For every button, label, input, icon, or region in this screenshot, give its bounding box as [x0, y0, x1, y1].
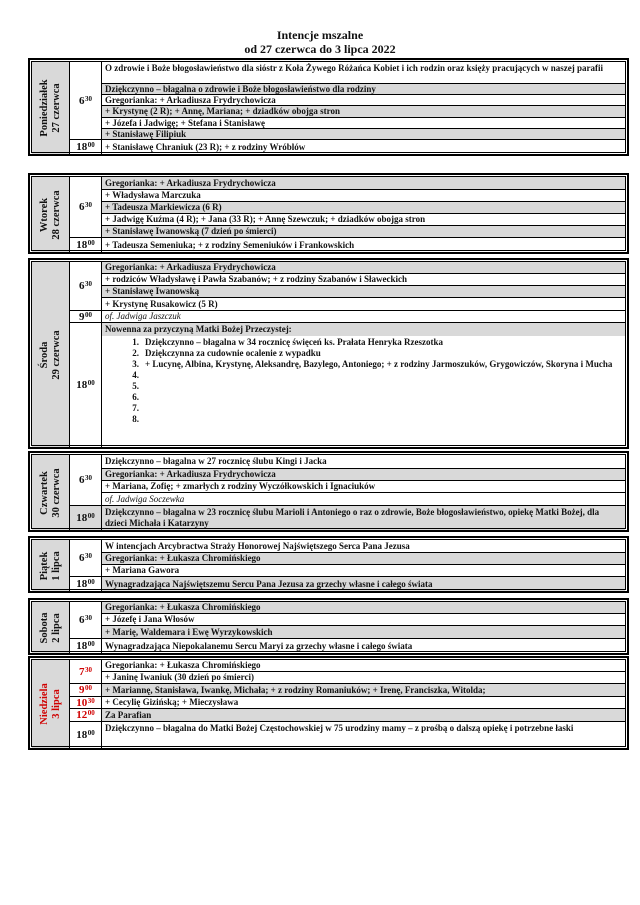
day-label: [32, 540, 70, 591]
mass-hour: 6: [79, 280, 85, 292]
list-number: 2.: [132, 348, 139, 358]
list-number: 6.: [132, 392, 139, 402]
day-date: 30 czerwca: [50, 467, 62, 518]
mass-hour: 18: [76, 141, 88, 153]
intention-column: [102, 311, 625, 323]
list-text: [145, 414, 622, 425]
intention-column: [102, 238, 625, 252]
mass-minutes: 00: [87, 709, 95, 717]
mass-time: [70, 323, 102, 447]
intention-row: Dziękczynno – błagalna o zdrowie i Boże błogosławieństwo dla rodziny: [102, 84, 625, 95]
mass-hour: 6: [79, 614, 85, 626]
mass-time: [70, 697, 102, 709]
mass-hour: 6: [79, 552, 85, 564]
intention-row: + Krystynę (2 R); + Annę, Mariana; + dziadków obojga stron: [102, 106, 625, 118]
intention-row: + Stanisławę Iwanowską (7 dzień po śmierci): [102, 226, 625, 238]
mass-minutes: 30: [85, 552, 92, 560]
list-number: 7.: [132, 403, 139, 413]
mass-minutes: 00: [85, 310, 92, 319]
list-number: 8.: [132, 414, 139, 424]
mass-time: [70, 639, 102, 653]
mass-hour: 18: [76, 578, 88, 590]
mass-hour: 18: [76, 239, 88, 251]
intention-column: [102, 323, 625, 447]
list-number: 5.: [132, 381, 139, 391]
day-name: Poniedziałek: [38, 79, 50, 137]
intention-row: Wynagradzająca Najświętszemu Sercu Pana Jezusa za grzechy własne i całego świata: [102, 577, 625, 591]
mass-time: [70, 684, 102, 697]
intention-row: + Józefa i Jadwigę; + Stefana i Stanisławę: [102, 118, 625, 129]
mass-minutes: 30: [85, 94, 92, 103]
day-block: [28, 258, 629, 449]
mass-minutes: 00: [85, 684, 92, 692]
intention-column: [102, 506, 625, 530]
intention-row: + Janinę Iwaniuk (30 dzień po śmierci): [102, 672, 625, 684]
list-text: + Lucynę, Albina, Krystynę, Aleksandrę, Bazylego, Antoniego; + z rodziny Jarmoszuków, Grygowiczów, Skoryna i Mucha: [145, 359, 613, 369]
intention-column: [102, 177, 625, 238]
intention-row: of. Jadwiga Jaszczuk: [102, 311, 625, 323]
day-label: [32, 177, 70, 252]
mass-minutes: 00: [87, 239, 95, 247]
intention-column: [102, 540, 625, 577]
mass-hour: 6: [79, 474, 85, 486]
mass-minutes: 30: [85, 201, 92, 209]
list-text: [145, 403, 622, 414]
intention-row: + Krystynę Rusakowicz (5 R): [102, 298, 625, 311]
intention-column: [102, 722, 625, 748]
day-block: [28, 451, 629, 532]
intention-row: + Władysława Marczuka: [102, 190, 625, 202]
mass-hour: 18: [76, 729, 88, 741]
day-block: [28, 598, 629, 655]
intention-row: + Cecylię Gizińską; + Mieczysława: [102, 697, 625, 709]
list-item: [105, 370, 622, 381]
intention-column: [102, 602, 625, 639]
mass-time: [70, 602, 102, 639]
intention-row: + Mariannę, Stanisława, Iwankę, Michała; + z rodziny Romaniuków; + Irenę, Franciszka, Witolda;: [102, 684, 625, 697]
mass-hour: 7: [79, 665, 85, 678]
intention-row: of. Jadwiga Soczewka: [102, 493, 625, 506]
mass-time: [70, 455, 102, 506]
mass-hour: 6: [79, 201, 85, 213]
intention-row: Za Parafian: [102, 709, 625, 722]
mass-hour: 6: [79, 94, 85, 107]
list-item: [105, 381, 622, 392]
list-item: [105, 414, 622, 425]
intention-row: Gregorianka: + Arkadiusza Frydrychowicza: [102, 177, 625, 190]
novena-list: [102, 336, 625, 447]
mass-time: [70, 262, 102, 311]
day-label: [32, 262, 70, 447]
day-label: [32, 602, 70, 653]
day-date: 27 czerwca: [50, 83, 62, 133]
mass-hour: 9: [79, 310, 85, 323]
day-date: 3 lipca: [50, 689, 62, 719]
mass-minutes: 00: [87, 640, 95, 648]
day-label: [32, 455, 70, 530]
day-date: 29 czerwca: [50, 329, 62, 380]
intention-row: Dziękczynno – błagalna do Matki Bożej Częstochowskiej w 75 urodziny mamy – z prośbą o dalszą opiekę i potrzebne łaski: [105, 723, 574, 733]
intention-row: Nowenna za przyczyną Matki Bożej Przeczystej:: [102, 323, 625, 336]
list-text: [145, 370, 622, 381]
intention-column: [102, 62, 625, 140]
intention-column: [102, 140, 625, 154]
intention-row: + Tadeusza Markiewicza (6 R): [102, 202, 625, 214]
mass-time: [70, 540, 102, 577]
mass-minutes: 30: [85, 665, 92, 674]
intention-row: + Stanisławę Chraniuk (23 R); + z rodziny Wróblów: [105, 141, 306, 152]
day-block: [28, 58, 629, 156]
intention-row: Gregorianka: + Łukasza Chromińskiego: [102, 660, 625, 672]
mass-minutes: 30: [85, 614, 92, 622]
day-date: 1 lipca: [50, 550, 62, 581]
intention-column: [102, 660, 625, 684]
list-text: [145, 381, 622, 392]
mass-time: [70, 311, 102, 323]
list-text: [145, 392, 622, 403]
mass-minutes: 30: [85, 474, 92, 482]
intention-row: Dziękczynno – błagalna w 23 rocznicę ślubu Mariolі i Antoniego o raz o zdrowie, Boże błogosławieństwo, opiekę Matki Bożej, dla dzieci Michała i Katarzyny: [102, 506, 625, 530]
intention-row: W intencjach Arcybractwa Straży Honorowej Najświętszego Serca Pana Jezusa: [102, 540, 625, 553]
day-name: Wtorek: [38, 197, 50, 232]
day-date: 2 lipca: [50, 612, 62, 643]
intention-row: + Marię, Waldemara i Ewę Wyrzykowskich: [102, 626, 625, 639]
mass-time: [70, 577, 102, 591]
day-name: Piątek: [38, 551, 50, 580]
intention-row: + Mariana, Zofię; + zmarłych z rodziny Wyczółkowskich i Ignaciuków: [102, 481, 625, 493]
list-item: [105, 337, 622, 348]
intention-row: Gregorianka: + Łukasza Chromińskiego: [102, 602, 625, 614]
intention-row: + Mariana Gawora: [102, 565, 625, 577]
mass-hour: 18: [76, 379, 88, 391]
list-item: [105, 392, 622, 403]
day-date: 28 czerwca: [50, 189, 62, 240]
mass-hour: 18: [76, 512, 88, 524]
mass-time: [70, 660, 102, 684]
intention-column: [102, 697, 625, 709]
mass-minutes: 00: [87, 578, 95, 586]
intention-row: Dziękczynno – błagalna w 27 rocznicę ślubu Kingi i Jacka: [102, 455, 625, 469]
mass-time: [70, 709, 102, 722]
intention-row: Gregorianka: + Arkadiusza Frydrychowicza: [102, 95, 625, 106]
mass-time: [70, 140, 102, 154]
mass-minutes: 30: [87, 696, 95, 705]
list-text: Dziękczynno – błagalna w 34 rocznicę święceń ks. Prałata Henryka Rzeszotka: [145, 337, 444, 347]
day-block: [28, 536, 629, 593]
intention-row: + Stanisławę Iwanowską: [102, 286, 625, 298]
day-block: [28, 173, 629, 254]
intention-row: + rodziców Władysławę i Pawła Szabanów; + z rodziny Szabanów i Sławeckich: [102, 274, 625, 286]
list-number: 4.: [132, 370, 139, 380]
intention-row: + Jadwigę Kuźma (4 R); + Jana (33 R); + Annę Szewczuk; + dziadków obojga stron: [102, 214, 625, 226]
list-item: [105, 359, 622, 370]
intention-row: + Tadeusza Semeniuka; + z rodziny Semeniuków i Frankowskich: [105, 239, 355, 250]
intention-column: [102, 455, 625, 506]
intention-row: + Józefę i Jana Włosów: [102, 614, 625, 626]
mass-time: [70, 177, 102, 238]
intention-row: O zdrowie i Boże błogosławieństwo dla sióstr z Koła Żywego Różańca Kobiet i ich rodzin oraz księży pracujących w naszej parafii: [102, 62, 625, 84]
mass-time: [70, 238, 102, 252]
day-name: Środa: [38, 341, 50, 368]
intention-row: Wynagradzająca Niepokalanemu Sercu Maryi za grzechy własne i całego świata: [105, 640, 413, 651]
mass-minutes: 00: [87, 141, 95, 149]
mass-hour: 9: [79, 684, 85, 696]
mass-minutes: 00: [87, 379, 95, 387]
mass-time: [70, 506, 102, 530]
mass-minutes: 00: [87, 512, 95, 520]
day-name: Czwartek: [38, 470, 50, 515]
intention-column: [102, 684, 625, 697]
intention-row: Gregorianka: + Arkadiusza Frydrychowicza: [102, 469, 625, 481]
list-number: 1.: [132, 337, 139, 347]
day-name: Sobota: [38, 612, 50, 643]
intention-column: [102, 577, 625, 591]
intention-column: [102, 639, 625, 653]
day-label: [32, 660, 70, 748]
mass-hour: 10: [76, 696, 88, 709]
mass-minutes: 30: [85, 280, 92, 288]
list-number: 3.: [132, 359, 139, 369]
list-item: [105, 403, 622, 414]
day-name: Niedziela: [38, 683, 50, 725]
day-label: [32, 62, 70, 154]
intention-row: Gregorianka: + Arkadiusza Frydrychowicza: [102, 262, 625, 274]
intention-row: Gregorianka: + Łukasza Chromińskiego: [102, 553, 625, 565]
intention-row: + Stanisławę Filipiuk: [102, 129, 625, 140]
mass-time: [70, 722, 102, 748]
list-item: [105, 348, 622, 359]
mass-hour: 18: [76, 640, 88, 652]
list-text: Dziękczynna za cudownie ocalenie z wypadku: [145, 348, 321, 358]
page-title: Intencje mszalne: [276, 28, 364, 42]
intention-column: [102, 709, 625, 722]
mass-time: [70, 62, 102, 140]
intention-column: [102, 262, 625, 311]
page-subtitle: od 27 czerwca do 3 lipca 2022: [244, 42, 396, 56]
day-block: [28, 656, 629, 750]
mass-hour: 12: [76, 709, 88, 721]
mass-minutes: 00: [87, 729, 95, 737]
